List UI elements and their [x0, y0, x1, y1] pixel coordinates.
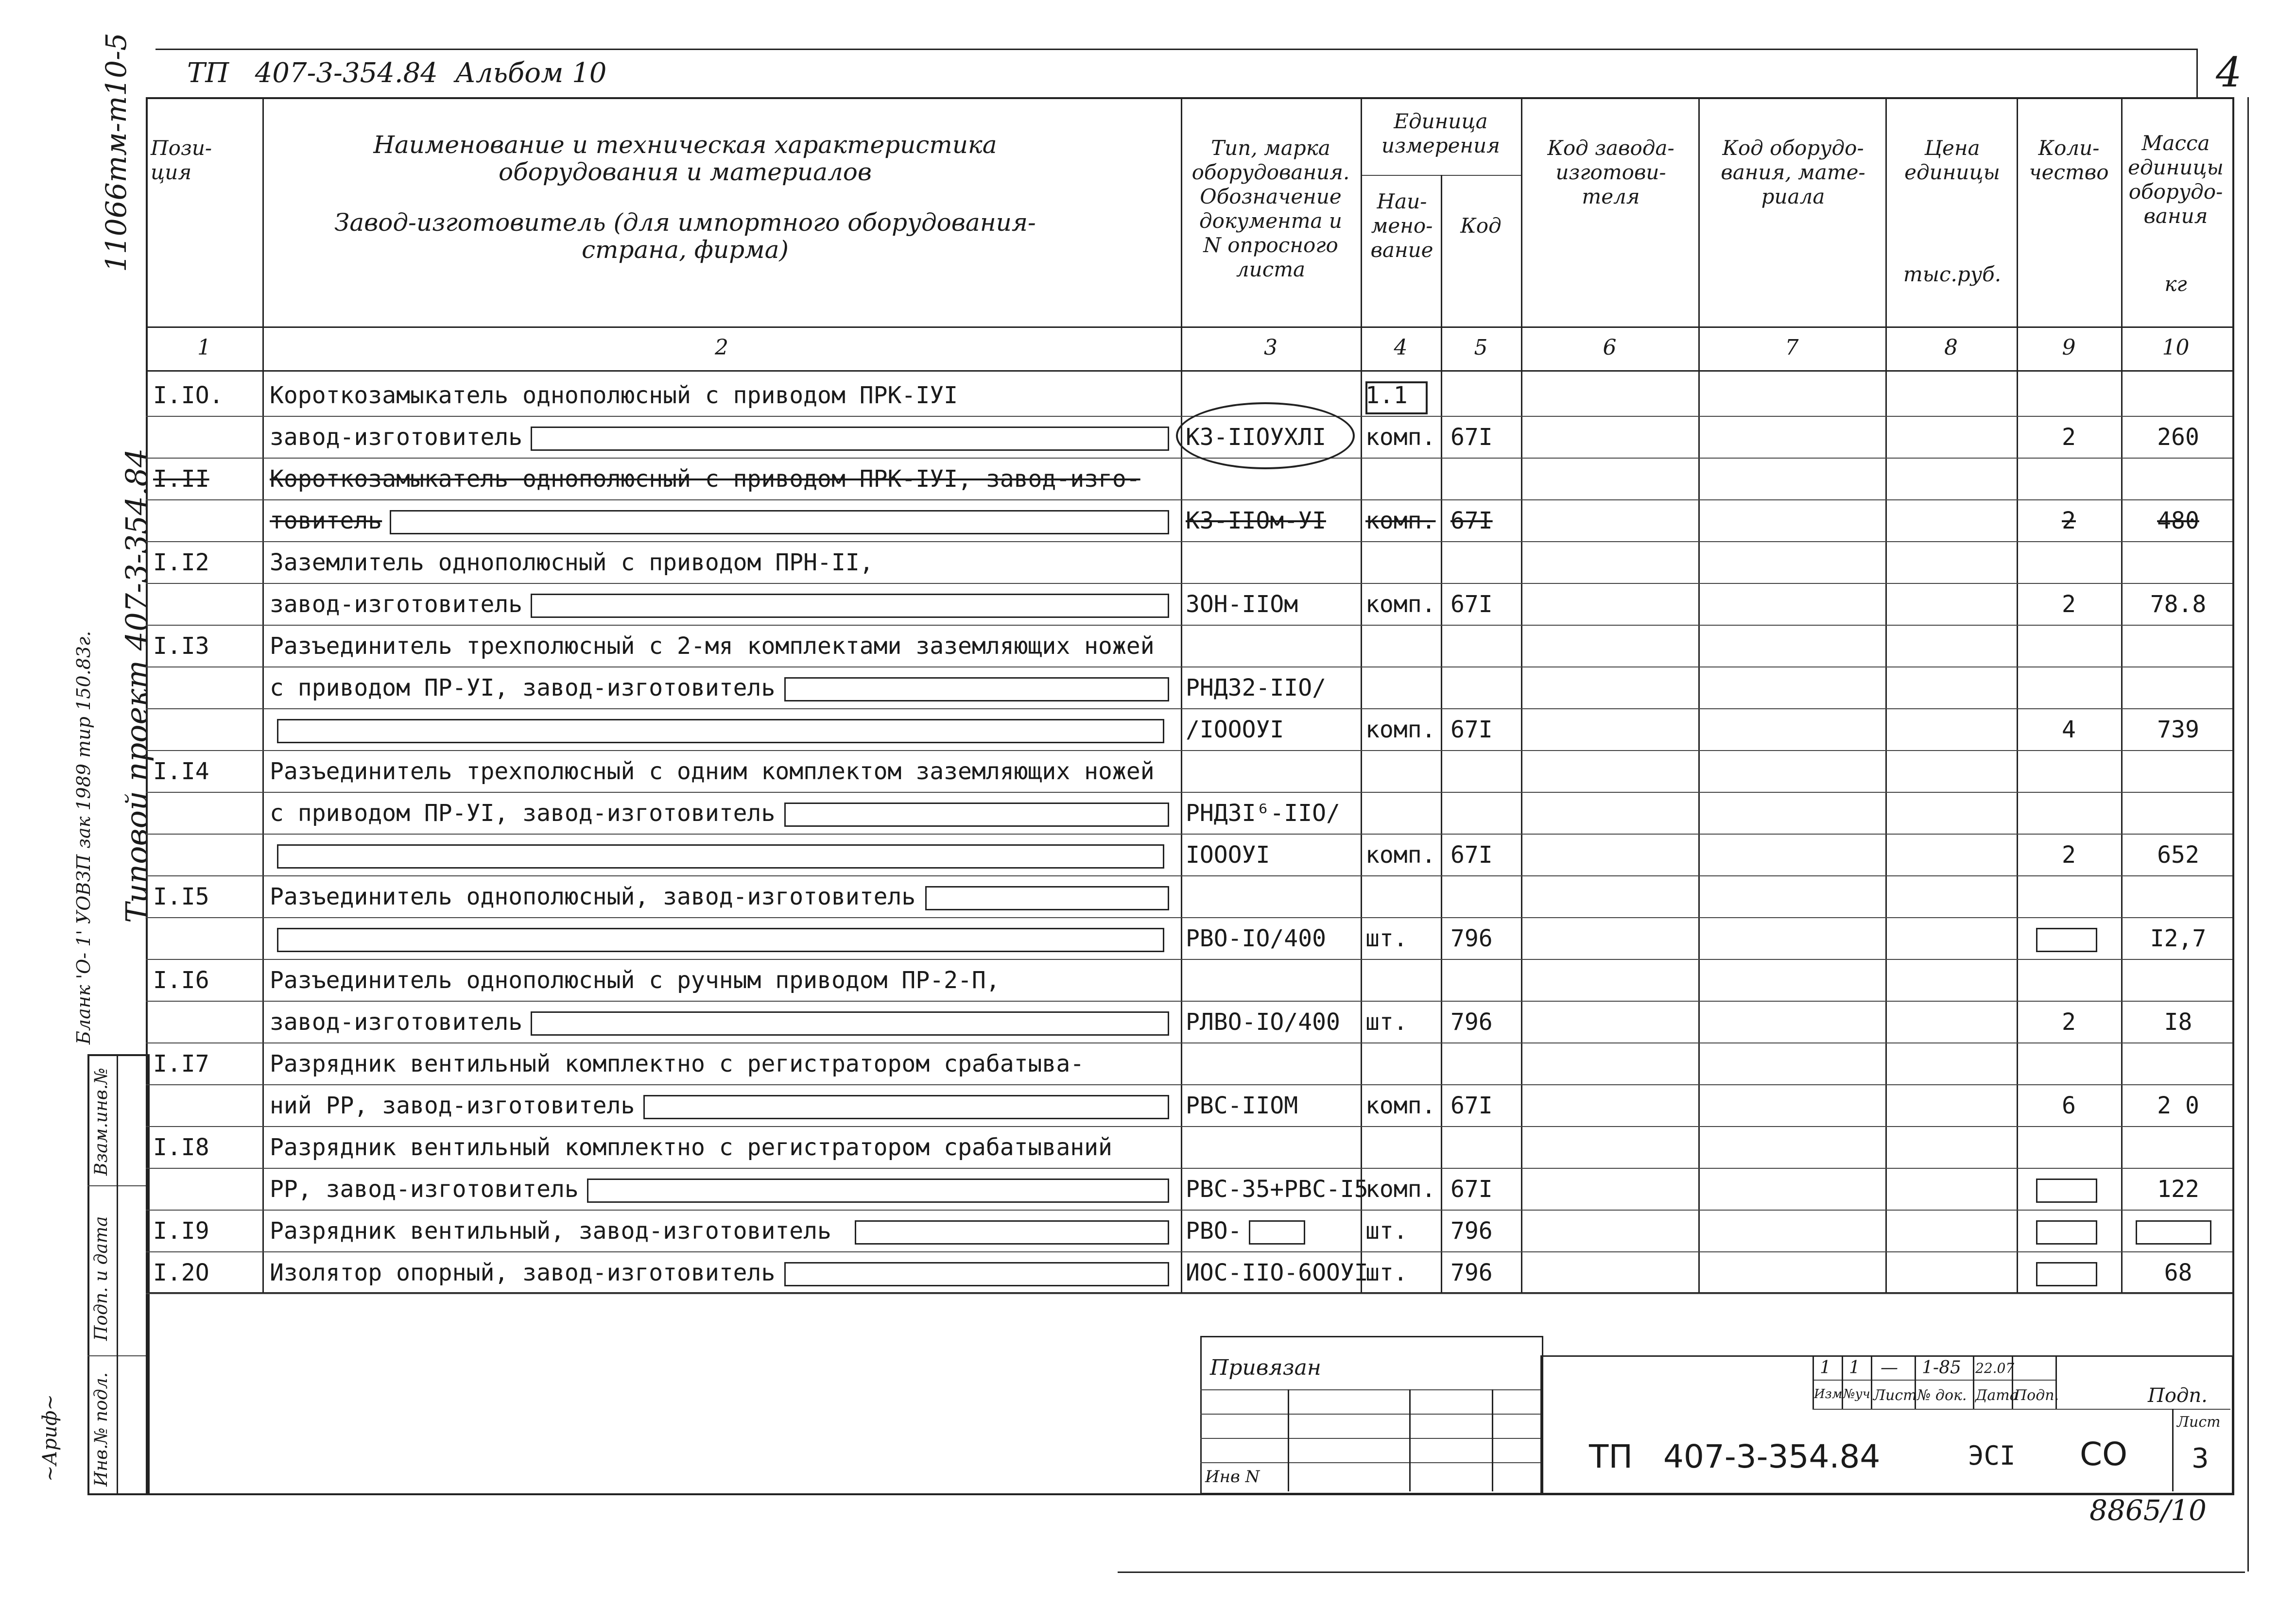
- stamp-col: [1973, 1355, 1974, 1409]
- document-header: ТП 407-3-354.84 Альбом 10: [187, 57, 607, 89]
- stamp-list-label: Лист: [2177, 1414, 2221, 1431]
- footer-number: 8865/10: [2089, 1494, 2207, 1527]
- rev-label-list: Лист: [1873, 1387, 1917, 1404]
- cell-code: 67I: [1450, 1176, 1493, 1203]
- cell-name: Изолятор опорный, завод-изготовитель: [270, 1259, 776, 1286]
- cell-name: завод-изготовитель: [270, 424, 523, 451]
- cell-type: КЗ-IIОУХЛI: [1186, 424, 1326, 451]
- cell-name: РР, завод-изготовитель: [270, 1176, 579, 1203]
- stamp-row: [1813, 1409, 2230, 1410]
- cell-unit: комп.: [1365, 591, 1436, 618]
- stamp-col: [1871, 1355, 1872, 1409]
- row-line: [146, 416, 2232, 417]
- cell-unit: комп.: [1365, 424, 1436, 451]
- name-blank-box: [531, 594, 1169, 618]
- privyazan-vline: [1492, 1389, 1493, 1491]
- cell-name: Короткозамыкатель однополюсный с приводом ПРК-IУI: [270, 382, 958, 409]
- cell-type: КЗ-IIОм-УI: [1186, 507, 1326, 534]
- header-equip-code: Код оборудо- вания, мате- риала: [1721, 136, 1865, 208]
- cell-pos: I.I5: [153, 883, 209, 910]
- row-line: [146, 834, 2232, 835]
- row-line: [146, 625, 2232, 626]
- cell-name: завод-изготовитель: [270, 591, 523, 618]
- cell-code: 796: [1450, 1008, 1493, 1036]
- cell-pos: I.I3: [153, 632, 209, 660]
- colnum-2: 2: [715, 335, 728, 360]
- colnum-9: 9: [2062, 335, 2076, 360]
- name-blank-box: [277, 719, 1164, 743]
- row-line: [146, 1126, 2232, 1127]
- name-blank-box: [784, 1262, 1169, 1286]
- row-line: [146, 959, 2232, 960]
- rev-label-izm: Изм: [1814, 1387, 1843, 1401]
- cell-name: Короткозамыкатель однополюсный с приводом ПРК-IУI, завод-изго-: [270, 465, 1140, 493]
- side-code: 11066тм-т10-5: [100, 33, 133, 272]
- header-line: [155, 49, 2196, 50]
- header-price: Цена единицы: [1904, 136, 2000, 184]
- privyazan-line: [1200, 1462, 1540, 1463]
- privyazan-vline: [1288, 1389, 1289, 1491]
- cell-mass: 260: [2157, 424, 2199, 451]
- stamp-label-inv: Инв.№ подл.: [91, 1372, 111, 1486]
- stamp-row: [1813, 1380, 2055, 1381]
- cell-mass: 122: [2157, 1176, 2199, 1203]
- unit-boxed-annotation: [1365, 381, 1428, 414]
- rev-date: 22.07: [1975, 1360, 2015, 1376]
- rev-label-podp: Подп.: [2014, 1387, 2059, 1404]
- cell-name: Разрядник вентильный комплектно с регистратором срабатыва-: [270, 1050, 1085, 1077]
- header-price-unit: тыс.руб.: [1903, 262, 2002, 286]
- stamp-label-vzam: Взам.инв.№: [91, 1067, 111, 1176]
- cell-name: завод-изготовитель: [270, 1008, 523, 1036]
- mass-blank-box: [2136, 1220, 2211, 1245]
- name-blank-box: [784, 803, 1169, 827]
- cell-name: Заземлитель однополюсный с приводом ПРН-II,: [270, 549, 874, 576]
- cell-type: РНДЗ2-IIО/: [1186, 674, 1326, 701]
- stamp-list-num: 3: [2192, 1443, 2209, 1474]
- privyazan-label: Привязан: [1210, 1355, 1321, 1380]
- cell-name: Разъединитель однополюсный с ручным приводом ПР-2-П,: [270, 967, 1000, 994]
- col-line: [1361, 97, 1362, 1292]
- inv-label: Инв N: [1205, 1467, 1260, 1486]
- row-line: [146, 792, 2232, 793]
- name-blank-box: [531, 427, 1169, 451]
- cell-name: Разъединитель однополюсный, завод-изготовитель: [270, 883, 916, 910]
- cell-qty: 2: [2062, 1008, 2076, 1036]
- cell-pos: I.2О: [153, 1259, 209, 1286]
- privyazan-line: [1200, 1438, 1540, 1439]
- row-line: [146, 1168, 2232, 1169]
- cell-pos: I.I7: [153, 1050, 209, 1077]
- rev-izm: 1: [1820, 1358, 1831, 1378]
- page-box-line: [2196, 49, 2198, 97]
- header-mass-unit: кг: [2164, 272, 2187, 296]
- cell-code: 67I: [1450, 424, 1493, 451]
- cell-code: 67I: [1450, 1092, 1493, 1119]
- cell-type: РВС-35+РВС-I5: [1186, 1176, 1368, 1203]
- type-blank-box: [1249, 1220, 1305, 1245]
- cell-mass: 480: [2157, 507, 2199, 534]
- cell-type: ЗОН-IIОм: [1186, 591, 1298, 618]
- qty-blank-box: [2036, 1179, 2097, 1203]
- name-blank-box: [587, 1179, 1169, 1203]
- rev-ndoc: 1-85: [1922, 1358, 1961, 1378]
- row-line: [146, 1084, 2232, 1085]
- row-line: [146, 1251, 2232, 1252]
- cell-qty: 2: [2062, 591, 2076, 618]
- cell-pos: I.I9: [153, 1217, 209, 1245]
- qty-blank-box: [2036, 928, 2097, 952]
- cell-pos: I.I8: [153, 1134, 209, 1161]
- cell-mass: 68: [2164, 1259, 2192, 1286]
- cell-name: с приводом ПР-УI, завод-изготовитель: [270, 800, 776, 827]
- cell-unit: шт.: [1365, 1217, 1408, 1245]
- cell-name: Разрядник вентильный комплектно с регистратором срабатываний: [270, 1134, 1112, 1161]
- cell-mass: 739: [2157, 716, 2199, 743]
- name-blank-box: [784, 677, 1169, 701]
- col-line: [1698, 97, 1700, 1292]
- qty-blank-box: [2036, 1262, 2097, 1286]
- cell-type: РЛВО-IО/400: [1186, 1008, 1340, 1036]
- privyazan-line: [1200, 1414, 1540, 1415]
- header-unit-code: Код: [1460, 214, 1502, 238]
- page-number: 4: [2216, 49, 2242, 96]
- colnum-bottom: [146, 370, 2232, 372]
- cell-name: с приводом ПР-УI, завод-изготовитель: [270, 674, 776, 701]
- cell-qty: 6: [2062, 1092, 2076, 1119]
- cell-type: ИОС-IIО-6ООУI: [1186, 1259, 1368, 1286]
- privyazan-vline: [1409, 1389, 1411, 1491]
- colnum-1: 1: [197, 335, 211, 360]
- rev-label-date: Дата: [1975, 1387, 2019, 1404]
- cell-name: Разъединитель трехполюсный с одним комплектом заземляющих ножей: [270, 758, 1155, 785]
- cell-name: ний РР, завод-изготовитель: [270, 1092, 635, 1119]
- col-line: [1521, 97, 1522, 1292]
- cell-pos: I.IO.: [153, 382, 224, 409]
- row-line: [146, 1042, 2232, 1043]
- cell-qty: 2: [2062, 424, 2076, 451]
- colnum-8: 8: [1944, 335, 1958, 360]
- cell-unit: комп.: [1365, 1092, 1436, 1119]
- cell-unit: комп.: [1365, 507, 1436, 534]
- rev-label-ndoc: № док.: [1917, 1387, 1967, 1404]
- row-line: [146, 708, 2232, 709]
- right-edge-rule: [2247, 97, 2249, 1572]
- privyazan-line: [1200, 1389, 1540, 1390]
- cell-type: /IООOУI: [1186, 716, 1284, 743]
- row-line: [146, 541, 2232, 542]
- cell-code: 67I: [1450, 841, 1493, 869]
- header-name: Наименование и техническая характеристика оборудования и материалов: [373, 131, 997, 186]
- cell-unit: 1.1: [1365, 382, 1408, 409]
- colnum-6: 6: [1603, 335, 1617, 360]
- side-project: Типовой проект 407-3-354.84: [119, 448, 155, 923]
- cell-type: IОООУI: [1186, 841, 1270, 869]
- stamp-sheet-code: ЭСI: [1968, 1440, 2016, 1471]
- name-blank-box: [531, 1011, 1169, 1036]
- cell-qty: 4: [2062, 716, 2076, 743]
- side-blank: Бланк 'О- 1' УОВЗП зак 1989 тир 150.83г.: [73, 631, 94, 1044]
- colnum-10: 10: [2162, 335, 2190, 360]
- rev-label-nuch: №уч: [1843, 1387, 1870, 1401]
- cell-code: 796: [1450, 1259, 1493, 1286]
- cell-unit: шт.: [1365, 925, 1408, 952]
- cell-unit: комп.: [1365, 1176, 1436, 1203]
- cell-mass: I8: [2164, 1008, 2192, 1036]
- colnum-4: 4: [1394, 335, 1408, 360]
- stamp-podp: Подп.: [2148, 1384, 2208, 1407]
- header-type: Тип, марка оборудования. Обозначение документа и N опросного листа: [1191, 136, 1350, 281]
- header-position: Пози- ция: [151, 136, 212, 184]
- header-mass: Масса единицы оборудо- вания: [2128, 131, 2224, 228]
- cell-pos: I.I2: [153, 549, 209, 576]
- cell-code: 796: [1450, 1217, 1493, 1245]
- row-line: [146, 1001, 2232, 1002]
- cell-name: Разъединитель трехполюсный с 2-мя комплектами заземляющих ножей: [270, 632, 1155, 660]
- cell-type: РНДЗI⁶-IIО/: [1186, 800, 1340, 827]
- row-line: [146, 499, 2232, 500]
- header-units: Единица измерения: [1381, 109, 1500, 157]
- cell-unit: комп.: [1365, 716, 1436, 743]
- stamp-label-podp: Подп. и дата: [91, 1216, 111, 1341]
- cell-unit: комп.: [1365, 841, 1436, 869]
- bottom-rule: [1118, 1572, 2245, 1573]
- stamp-doc-code: ТП 407-3-354.84: [1589, 1438, 1881, 1475]
- name-blank-box: [643, 1095, 1169, 1119]
- cell-mass: 652: [2157, 841, 2199, 869]
- row-line: [146, 917, 2232, 918]
- rev-list: —: [1881, 1358, 1898, 1378]
- cell-pos: I.I4: [153, 758, 209, 785]
- name-blank-box: [277, 844, 1164, 869]
- rev-nuch: 1: [1849, 1358, 1860, 1378]
- cell-mass: I2,7: [2150, 925, 2207, 952]
- cell-code: 67I: [1450, 591, 1493, 618]
- stamp-signature: ~Ариф~: [39, 1394, 61, 1482]
- name-blank-box: [277, 928, 1164, 952]
- col-line: [262, 97, 264, 1292]
- header-unit-name: Наи- мено- вание: [1370, 189, 1433, 262]
- row-line: [146, 583, 2232, 584]
- colnum-3: 3: [1264, 335, 1277, 360]
- name-blank-box: [855, 1220, 1169, 1245]
- cell-mass: 2 0: [2157, 1092, 2199, 1119]
- row-line: [146, 1210, 2232, 1211]
- row-line: [146, 1293, 2232, 1294]
- cell-qty: 2: [2062, 841, 2076, 869]
- row-line: [146, 750, 2232, 751]
- name-blank-box: [925, 886, 1169, 910]
- cell-type: РВС-IIОМ: [1186, 1092, 1298, 1119]
- stamp-stage: СО: [2080, 1435, 2128, 1473]
- stamp-divider-v: [117, 1054, 118, 1493]
- col-line: [1885, 97, 1887, 1292]
- cell-pos: I.I6: [153, 967, 209, 994]
- cell-mass: 78.8: [2150, 591, 2207, 618]
- cell-code: 796: [1450, 925, 1493, 952]
- cell-name: Разрядник вентильный, завод-изготовитель: [270, 1217, 831, 1245]
- qty-blank-box: [2036, 1220, 2097, 1245]
- row-line: [146, 875, 2232, 876]
- stamp-col: [2172, 1409, 2174, 1491]
- circled-annotation: [1176, 402, 1355, 469]
- cell-type: РВО-: [1186, 1217, 1242, 1245]
- cell-unit: шт.: [1365, 1008, 1408, 1036]
- name-blank-box: [390, 510, 1169, 534]
- col-line: [1181, 97, 1182, 1292]
- header-plant-code: Код завода- изготови- теля: [1547, 136, 1675, 208]
- header-bottom: [146, 326, 2232, 328]
- cell-unit: шт.: [1365, 1259, 1408, 1286]
- colnum-5: 5: [1474, 335, 1488, 360]
- header-manufacturer: Завод-изготовитель (для импортного оборудования- страна, фирма): [334, 208, 1036, 264]
- cell-qty: 2: [2062, 507, 2076, 534]
- cell-type: РВО-IО/400: [1186, 925, 1326, 952]
- cell-pos: I.II: [153, 465, 209, 493]
- colnum-7: 7: [1785, 335, 1799, 360]
- header-qty: Коли- чество: [2029, 136, 2109, 184]
- cell-code: 67I: [1450, 507, 1493, 534]
- row-line: [146, 458, 2232, 459]
- cell-name: товитель: [270, 507, 382, 534]
- row-line: [146, 666, 2232, 667]
- cell-code: 67I: [1450, 716, 1493, 743]
